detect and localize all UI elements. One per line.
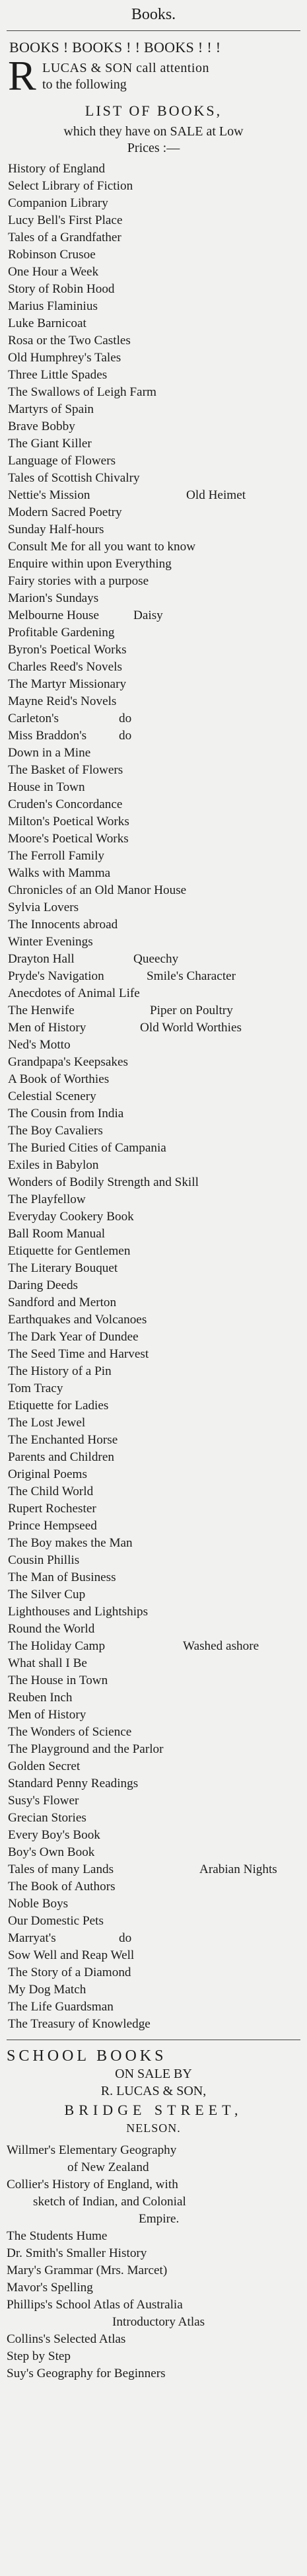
book-item <box>8 1157 300 1174</box>
school-book-item: Dr. Smith's Smaller History <box>7 2246 147 2260</box>
book-item <box>8 1621 300 1638</box>
book-item <box>8 607 300 624</box>
subheading-line-1: which they have on SALE at Low <box>63 124 244 139</box>
book-item <box>8 1844 300 1861</box>
book-item <box>8 453 300 470</box>
book-title: Reuben Inch <box>8 1691 73 1705</box>
book-title: The Literary Bouquet <box>8 1261 118 1275</box>
book-item <box>8 1483 300 1500</box>
book-title: Martyrs of Spain <box>8 402 94 416</box>
book-title-second: Washed ashore <box>183 1639 259 1653</box>
book-title: Tales of many Lands <box>8 1862 114 1876</box>
book-title: Companion Library <box>8 196 108 210</box>
book-title: Rosa or the Two Castles <box>8 334 131 348</box>
book-title: Brave Bobby <box>8 420 75 433</box>
book-title: My Dog Match <box>8 1983 86 1997</box>
book-title: Ball Room Manual <box>8 1227 106 1241</box>
book-item <box>8 350 300 367</box>
book-title: Ned's Motto <box>8 1038 71 1052</box>
school-book-item: Suy's Geography for Beginners <box>7 2367 166 2380</box>
book-title: The Book of Authors <box>8 1880 116 1894</box>
book-item <box>8 367 300 384</box>
book-title: Nettie's Mission <box>8 488 90 502</box>
book-title: Grandpapa's Keepsakes <box>8 1055 128 1069</box>
book-item <box>8 899 300 916</box>
book-title: Earthquakes and Volcanoes <box>8 1313 147 1327</box>
book-title: Prince Hempseed <box>8 1519 97 1533</box>
book-item <box>8 1895 300 1913</box>
book-item <box>8 298 300 315</box>
book-item <box>8 1432 300 1449</box>
book-title: Marion's Sundays <box>8 591 99 605</box>
book-item <box>8 384 300 401</box>
book-item <box>8 1363 300 1380</box>
book-item <box>8 1707 300 1724</box>
book-title: The Boy makes the Man <box>8 1536 133 1550</box>
book-title: Lucy Bell's First Place <box>8 213 123 227</box>
book-title: Sow Well and Reap Well <box>8 1948 135 1962</box>
book-title: Chronicles of an Old Manor House <box>8 883 187 897</box>
book-title: The Playfellow <box>8 1193 86 1206</box>
school-book-item: Willmer's Elementary Geography <box>7 2143 177 2157</box>
book-item <box>8 1380 300 1397</box>
book-title: Mayne Reid's Novels <box>8 694 117 708</box>
book-title: Cousin Phillis <box>8 1553 80 1567</box>
book-item <box>8 848 300 865</box>
book-title-second: Queechy <box>133 952 179 966</box>
book-item <box>8 1964 300 1981</box>
book-item <box>8 693 300 710</box>
book-item <box>8 1586 300 1603</box>
book-item <box>8 1655 300 1672</box>
book-title: Drayton Hall <box>8 952 75 966</box>
book-title: What shall I Be <box>8 1656 87 1670</box>
book-item <box>8 1569 300 1586</box>
book-item <box>8 1071 300 1088</box>
book-item <box>8 1002 300 1019</box>
book-title: Luke Barnicoat <box>8 316 86 330</box>
book-title: The Story of a Diamond <box>8 1966 131 1979</box>
school-book-item: Collier's History of England, with <box>7 2178 178 2191</box>
book-item <box>8 161 300 178</box>
book-title: Miss Braddon's <box>8 729 87 743</box>
book-title: House in Town <box>8 780 85 794</box>
book-title: The Silver Cup <box>8 1588 86 1601</box>
book-item <box>8 1689 300 1707</box>
book-title: Men of History <box>8 1708 86 1722</box>
book-title: Our Domestic Pets <box>8 1914 104 1928</box>
book-title: Etiquette for Ladies <box>8 1399 109 1413</box>
book-item <box>8 1741 300 1758</box>
book-title: A Book of Worthies <box>8 1072 110 1086</box>
book-item <box>8 796 300 813</box>
book-item <box>8 246 300 264</box>
book-title: The Treasury of Knowledge <box>8 2017 151 2031</box>
book-title: The Holiday Camp <box>8 1639 106 1653</box>
book-item <box>8 659 300 676</box>
book-title: The Child World <box>8 1485 94 1498</box>
book-item <box>8 1518 300 1535</box>
school-books-heading: SCHOOL BOOKS <box>7 2047 167 2065</box>
book-item <box>8 1019 300 1037</box>
book-item <box>8 229 300 246</box>
book-item <box>8 1294 300 1311</box>
book-item <box>8 951 300 968</box>
book-item <box>8 1260 300 1277</box>
book-title: Carleton's <box>8 712 59 725</box>
book-item <box>8 1226 300 1243</box>
book-title: The Cousin from India <box>8 1107 124 1121</box>
book-item <box>8 1466 300 1483</box>
book-title: Etiquette for Gentlemen <box>8 1244 131 1258</box>
on-sale-by: ON SALE BY <box>115 2067 192 2081</box>
book-title: Boy's Own Book <box>8 1845 95 1859</box>
book-title: The House in Town <box>8 1674 108 1687</box>
book-title-second: Arabian Nights <box>199 1862 277 1876</box>
intro-line-2: to the following <box>42 77 127 92</box>
book-item <box>8 332 300 350</box>
book-item <box>8 1792 300 1810</box>
book-item <box>8 710 300 727</box>
book-title: Noble Boys <box>8 1897 69 1911</box>
book-item <box>8 1311 300 1329</box>
book-item <box>8 1329 300 1346</box>
book-item <box>8 538 300 556</box>
book-item <box>8 1054 300 1071</box>
book-title: Byron's Poetical Works <box>8 643 127 657</box>
book-title: Consult Me for all you want to know <box>8 540 196 554</box>
book-item <box>8 727 300 745</box>
firm-name: R. LUCAS & SON, <box>100 2084 207 2098</box>
book-item <box>8 556 300 573</box>
drop-cap: R <box>8 52 36 99</box>
book-title: Original Poems <box>8 1467 87 1481</box>
book-title: Sunday Half-hours <box>8 523 104 536</box>
school-book-item: Step by Step <box>7 2349 71 2363</box>
book-title: Golden Secret <box>8 1759 81 1773</box>
book-item <box>8 590 300 607</box>
book-item <box>8 1191 300 1208</box>
book-item <box>8 401 300 418</box>
book-title-second: Old World Worthies <box>140 1021 242 1035</box>
book-item <box>8 1775 300 1792</box>
book-item <box>8 573 300 590</box>
school-book-item: Mavor's Spelling <box>7 2281 93 2295</box>
page-title: Books. <box>131 6 176 23</box>
book-title: Walks with Mamma <box>8 866 111 880</box>
book-item <box>8 470 300 487</box>
book-title: The Martyr Missionary <box>8 677 127 691</box>
school-book-item: of New Zealand <box>67 2160 149 2174</box>
book-item <box>8 264 300 281</box>
intro-line-1: LUCAS & SON call attention <box>42 61 209 75</box>
book-title-second: do <box>119 1931 132 1945</box>
book-title: The Playground and the Parlor <box>8 1742 164 1756</box>
book-item <box>8 1930 300 1947</box>
book-item <box>8 1758 300 1775</box>
book-item <box>8 1088 300 1105</box>
book-title: Everyday Cookery Book <box>8 1210 134 1224</box>
book-item <box>8 745 300 762</box>
book-item <box>8 1947 300 1964</box>
book-item <box>8 642 300 659</box>
book-item <box>8 865 300 882</box>
book-title: The Life Guardsman <box>8 2000 114 2014</box>
book-title: The Dark Year of Dundee <box>8 1330 139 1344</box>
school-book-item: Collins's Selected Atlas <box>7 2332 126 2346</box>
book-title: The Buried Cities of Campania <box>8 1141 166 1155</box>
book-item <box>8 934 300 951</box>
subheading-line-2: Prices :— <box>127 141 180 155</box>
book-title: Marius Flaminius <box>8 299 98 313</box>
book-item <box>8 418 300 435</box>
book-item <box>8 916 300 934</box>
book-title: The Ferroll Family <box>8 849 105 863</box>
school-book-item: sketch of Indian, and Colonial <box>33 2195 186 2209</box>
book-item <box>8 2016 300 2033</box>
book-title: Celestial Scenery <box>8 1089 96 1103</box>
book-item <box>8 1174 300 1191</box>
book-item <box>8 315 300 332</box>
book-item <box>8 830 300 848</box>
book-title: The Henwife <box>8 1004 75 1017</box>
book-title: Robinson Crusoe <box>8 248 96 262</box>
book-title: Tales of a Grandfather <box>8 231 121 244</box>
book-title: Old Humphrey's Tales <box>8 351 121 365</box>
book-item <box>8 1672 300 1689</box>
book-item <box>8 1810 300 1827</box>
book-title: Anecdotes of Animal Life <box>8 986 140 1000</box>
book-title: Melbourne House <box>8 608 100 622</box>
book-item <box>8 487 300 504</box>
book-item <box>8 281 300 298</box>
book-title: Enquire within upon Everything <box>8 557 172 571</box>
book-title: Cruden's Concordance <box>8 797 123 811</box>
book-title: The Enchanted Horse <box>8 1433 118 1447</box>
book-title: The Boy Cavaliers <box>8 1124 103 1138</box>
book-list <box>7 161 300 2033</box>
book-title: The Basket of Flowers <box>8 763 123 777</box>
book-title: History of England <box>8 162 106 176</box>
book-title: Story of Robin Hood <box>8 282 115 296</box>
school-book-list <box>7 2142 300 2382</box>
book-title: Daring Deeds <box>8 1278 79 1292</box>
book-title: The Giant Killer <box>8 437 92 451</box>
book-title: The History of a Pin <box>8 1364 112 1378</box>
school-book-item: Phillips's School Atlas of Australia <box>7 2298 183 2312</box>
book-item <box>8 1913 300 1930</box>
book-item <box>8 1208 300 1226</box>
book-item <box>8 178 300 195</box>
book-title: Three Little Spades <box>8 368 108 382</box>
book-title: Down in a Mine <box>8 746 91 760</box>
school-book-item: Mary's Grammar (Mrs. Marcet) <box>7 2263 168 2277</box>
banner-text: BOOKS ! BOOKS ! ! BOOKS ! ! ! <box>9 39 221 55</box>
book-item <box>8 1999 300 2016</box>
book-item <box>8 762 300 779</box>
book-title: The Innocents abroad <box>8 918 118 932</box>
book-item <box>8 212 300 229</box>
book-item <box>8 882 300 899</box>
school-book-item: Introductory Atlas <box>112 2315 205 2329</box>
book-title: Charles Reed's Novels <box>8 660 122 674</box>
intro-block <box>7 52 300 99</box>
book-item <box>8 1449 300 1466</box>
book-item <box>8 195 300 212</box>
book-title-second: do <box>119 712 132 725</box>
book-title: The Seed Time and Harvest <box>8 1347 149 1361</box>
book-title: Select Library of Fiction <box>8 179 133 193</box>
book-title: The Wonders of Science <box>8 1725 132 1739</box>
book-title: Pryde's Navigation <box>8 969 104 983</box>
book-item <box>8 1535 300 1552</box>
book-item <box>8 1603 300 1621</box>
book-title: Round the World <box>8 1622 95 1636</box>
book-title: Susy's Flower <box>8 1794 79 1808</box>
book-item <box>8 1878 300 1895</box>
book-item <box>8 1415 300 1432</box>
book-title: The Swallows of Leigh Farm <box>8 385 156 399</box>
book-item <box>8 1827 300 1844</box>
book-title: Tales of Scottish Chivalry <box>8 471 140 485</box>
book-item <box>8 985 300 1002</box>
book-title: Grecian Stories <box>8 1811 86 1825</box>
book-item <box>8 1346 300 1363</box>
book-item <box>8 1105 300 1122</box>
book-title: Modern Sacred Poetry <box>8 505 122 519</box>
book-title: One Hour a Week <box>8 265 99 279</box>
title-rule <box>7 30 300 31</box>
book-item <box>8 676 300 693</box>
book-title: Milton's Poetical Works <box>8 815 129 828</box>
book-title-second: Old Heimet <box>186 488 246 502</box>
book-title: The Lost Jewel <box>8 1416 86 1430</box>
book-title: Fairy stories with a purpose <box>8 574 149 588</box>
book-item <box>8 968 300 985</box>
book-item <box>8 1243 300 1260</box>
book-title: Every Boy's Book <box>8 1828 100 1842</box>
book-title: Tom Tracy <box>8 1381 63 1395</box>
book-title-second: Smile's Character <box>147 969 236 983</box>
book-title: Standard Penny Readings <box>8 1777 139 1790</box>
book-item <box>8 521 300 538</box>
book-item <box>8 1122 300 1140</box>
book-item <box>8 1638 300 1655</box>
book-item <box>8 813 300 830</box>
book-title: Exiles in Babylon <box>8 1158 99 1172</box>
book-title: Lighthouses and Lightships <box>8 1605 149 1619</box>
book-item <box>8 1552 300 1569</box>
book-title: Parents and Children <box>8 1450 114 1464</box>
book-title: Language of Flowers <box>8 454 116 468</box>
school-book-item: The Students Hume <box>7 2229 108 2243</box>
book-item <box>8 1140 300 1157</box>
list-heading: LIST OF BOOKS, <box>85 102 222 119</box>
book-title-second: Daisy <box>133 608 163 622</box>
book-item <box>8 1724 300 1741</box>
book-item <box>8 504 300 521</box>
book-title: The Man of Business <box>8 1570 116 1584</box>
school-book-item: Empire. <box>139 2212 180 2226</box>
book-title: Sandford and Merton <box>8 1296 117 1309</box>
street-address: BRIDGE STREET, <box>64 2102 243 2118</box>
book-title-second: Piper on Poultry <box>150 1004 233 1017</box>
book-item <box>8 779 300 796</box>
book-title: Winter Evenings <box>8 935 93 949</box>
book-item <box>8 1277 300 1294</box>
book-title: Profitable Gardening <box>8 626 115 640</box>
book-item <box>8 435 300 453</box>
book-item <box>8 1861 300 1878</box>
book-item <box>8 1037 300 1054</box>
book-title: Sylvia Lovers <box>8 901 79 914</box>
book-title-second: do <box>119 729 132 743</box>
book-title: Wonders of Bodily Strength and Skill <box>8 1175 199 1189</box>
book-title: Moore's Poetical Works <box>8 832 129 846</box>
book-title: Men of History <box>8 1021 86 1035</box>
town-name: NELSON. <box>126 2121 181 2135</box>
book-title: Marryat's <box>8 1931 56 1945</box>
book-title: Rupert Rochester <box>8 1502 96 1516</box>
book-item <box>8 1397 300 1415</box>
book-item <box>8 624 300 642</box>
book-item <box>8 1500 300 1518</box>
book-item <box>8 1981 300 1999</box>
